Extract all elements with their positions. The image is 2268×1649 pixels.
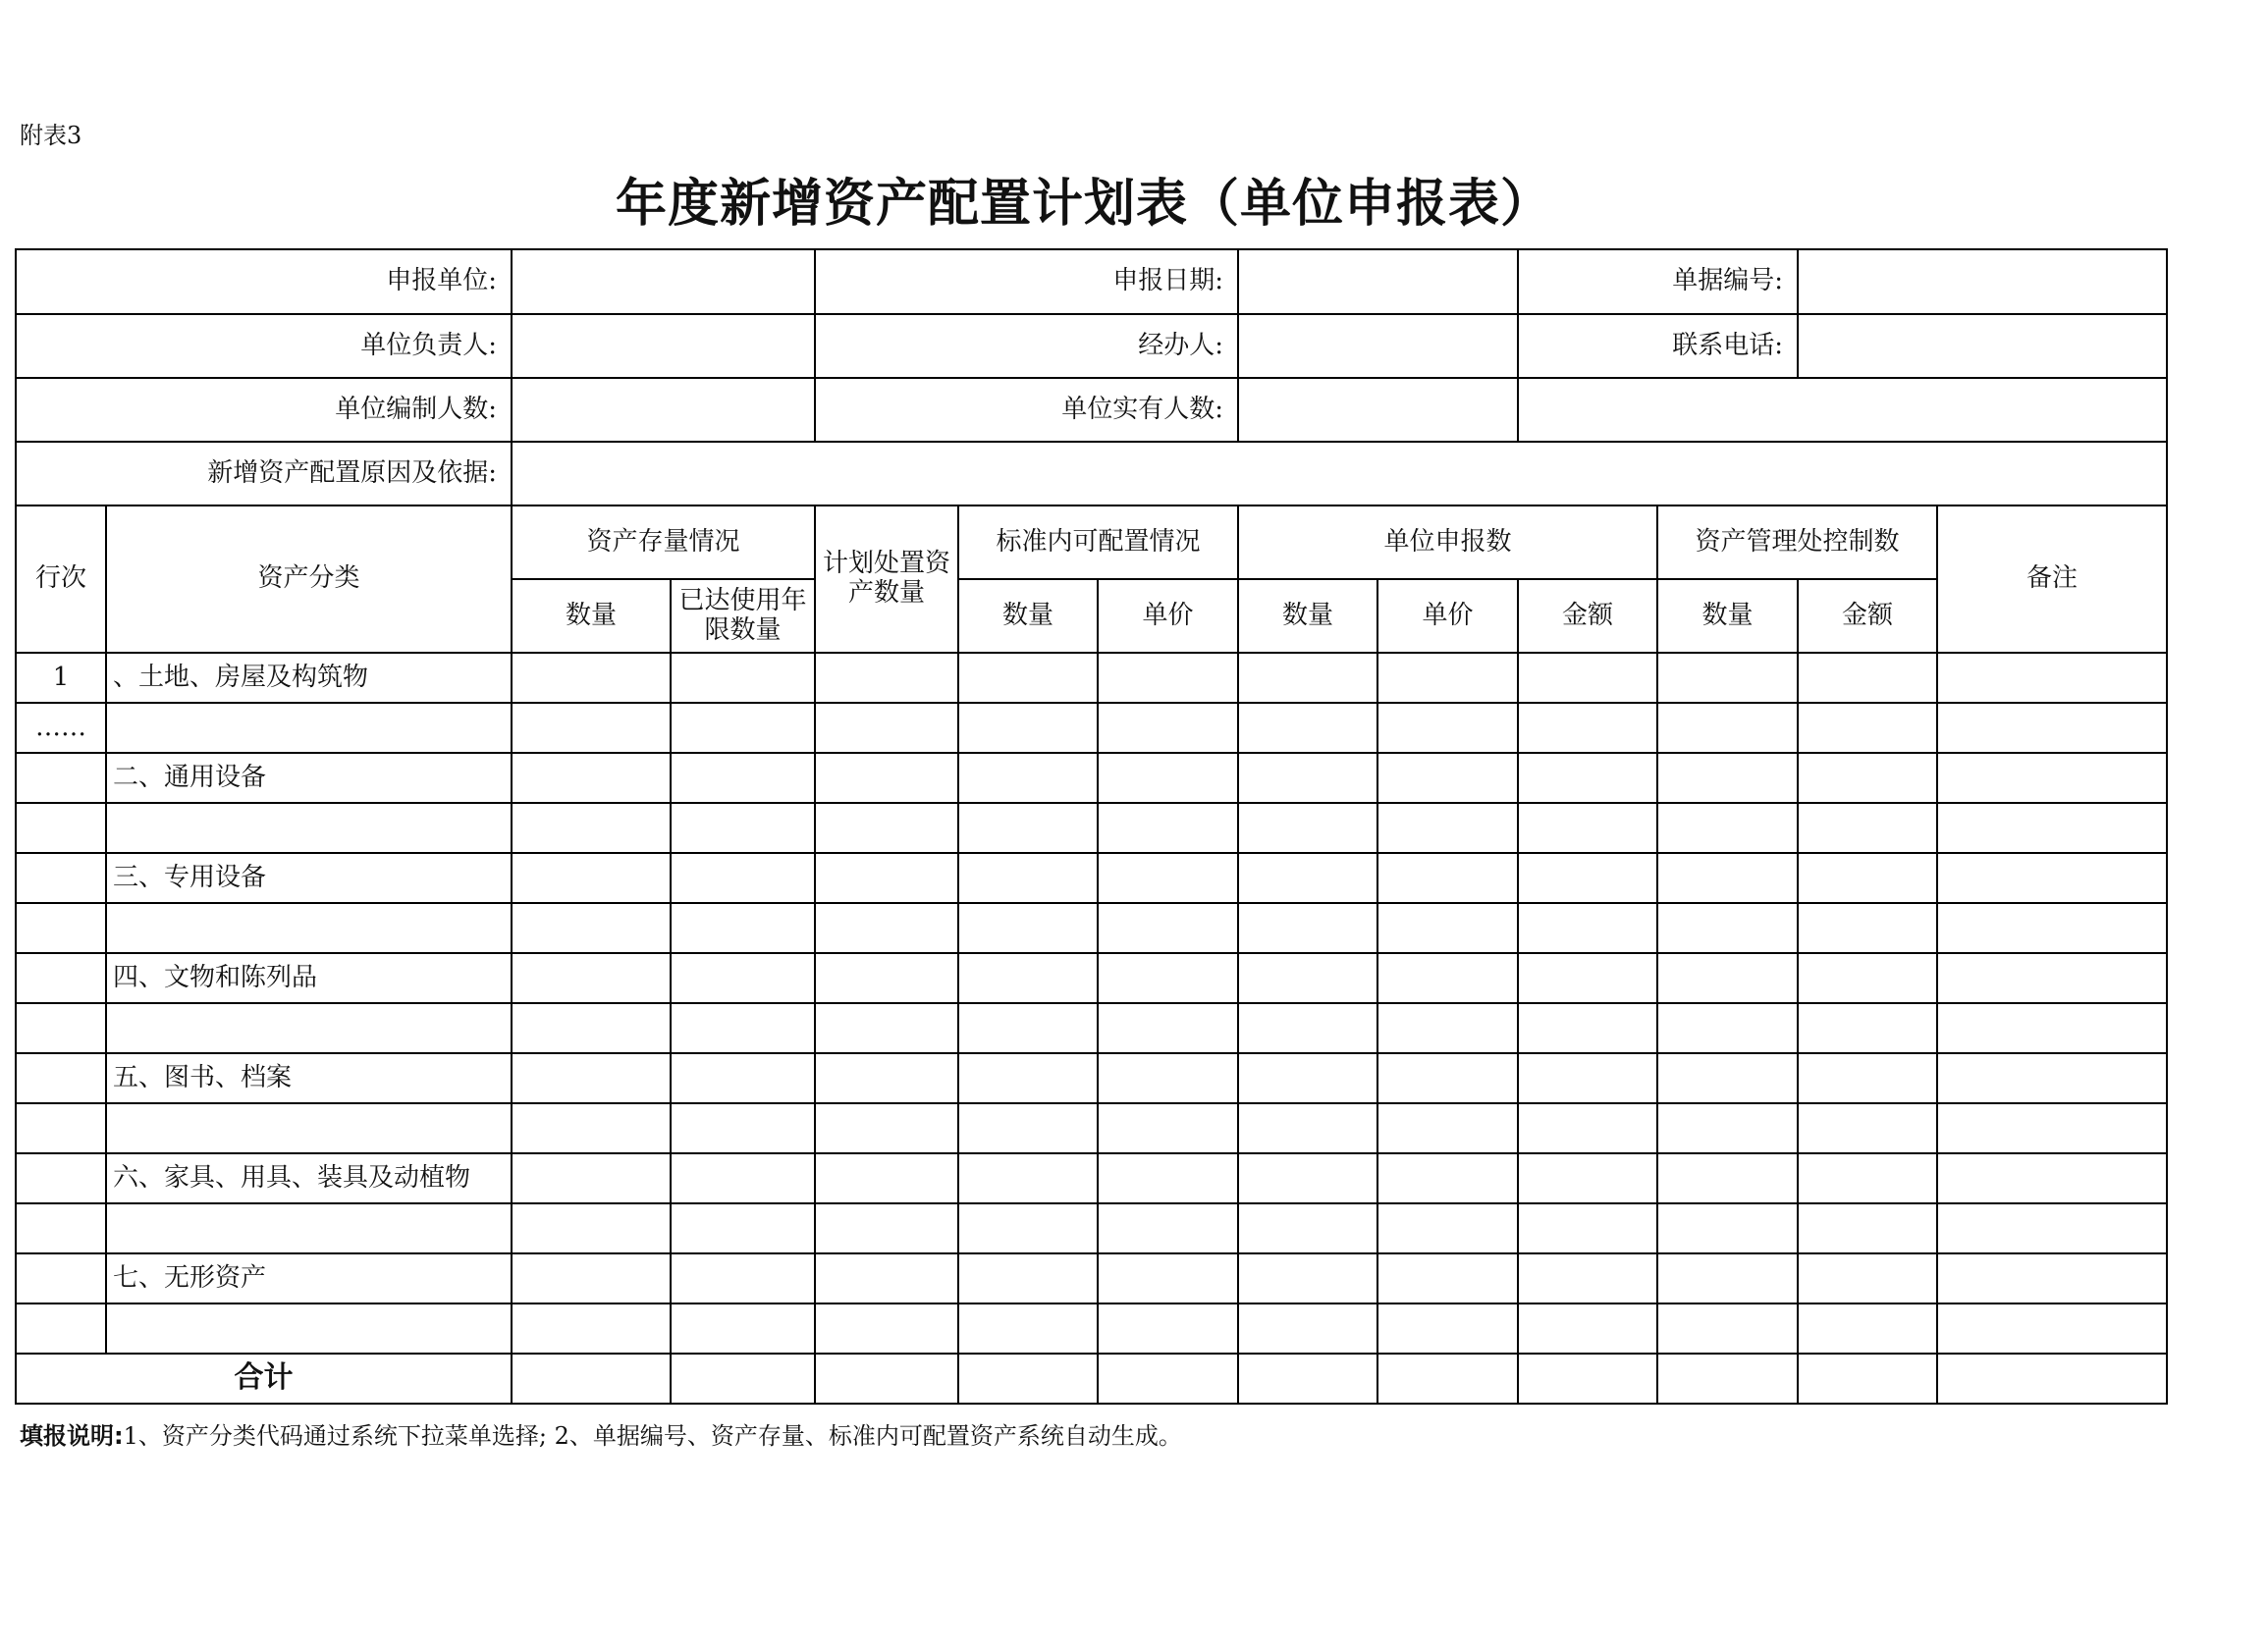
data-cell[interactable] xyxy=(1657,853,1798,903)
total-cell[interactable] xyxy=(1098,1354,1238,1404)
data-cell[interactable] xyxy=(1238,1253,1377,1303)
total-cell[interactable] xyxy=(512,1354,671,1404)
data-cell[interactable] xyxy=(512,1153,671,1203)
note-label: 填报说明: xyxy=(20,1422,124,1450)
data-cell[interactable] xyxy=(1238,853,1377,903)
total-cell[interactable] xyxy=(1798,1354,1937,1404)
unit-head-field[interactable] xyxy=(512,314,815,378)
category-cell xyxy=(106,903,512,953)
report-unit-field[interactable] xyxy=(512,249,815,314)
data-cell[interactable] xyxy=(815,1103,958,1153)
dec-qty-header: 数量 xyxy=(1238,579,1377,653)
data-cell[interactable] xyxy=(1377,1253,1518,1303)
data-cell[interactable] xyxy=(1238,1203,1377,1253)
data-cell[interactable] xyxy=(1238,1053,1377,1103)
data-cell[interactable] xyxy=(958,1253,1098,1303)
category-cell xyxy=(106,1203,512,1253)
data-cell[interactable] xyxy=(1098,1053,1238,1103)
data-cell[interactable] xyxy=(958,1053,1098,1103)
total-cell[interactable] xyxy=(815,1354,958,1404)
data-cell[interactable] xyxy=(1518,1053,1657,1103)
data-cell[interactable] xyxy=(1098,853,1238,903)
table-row xyxy=(16,1203,2167,1253)
staff-actual-label: 单位实有人数: xyxy=(815,378,1238,442)
reason-field[interactable] xyxy=(512,442,2167,505)
data-cell[interactable] xyxy=(1798,1053,1937,1103)
data-cell[interactable] xyxy=(1238,903,1377,953)
ctl-qty-header: 数量 xyxy=(1657,579,1798,653)
data-cell[interactable] xyxy=(1798,803,1937,853)
data-cell[interactable] xyxy=(815,803,958,853)
row-no-cell xyxy=(16,1203,106,1253)
data-cell[interactable] xyxy=(512,853,671,903)
doc-no-label: 单据编号: xyxy=(1518,249,1798,314)
data-cell[interactable] xyxy=(958,1303,1098,1354)
data-cell[interactable] xyxy=(1798,953,1937,1003)
data-cell[interactable] xyxy=(1098,1103,1238,1153)
row-no-cell xyxy=(16,1153,106,1203)
blank-cell xyxy=(1518,378,2167,442)
data-cell[interactable] xyxy=(671,653,815,703)
data-cell[interactable] xyxy=(1937,753,2167,803)
row-no-cell xyxy=(16,803,106,853)
data-cell[interactable] xyxy=(1657,753,1798,803)
data-cell[interactable] xyxy=(1798,1003,1937,1053)
info-row xyxy=(16,378,2167,442)
std-qty-header: 数量 xyxy=(958,579,1098,653)
row-no-cell: …… xyxy=(16,703,106,753)
data-cell[interactable] xyxy=(1518,753,1657,803)
data-cell[interactable] xyxy=(958,1153,1098,1203)
data-cell[interactable] xyxy=(1238,1003,1377,1053)
data-cell[interactable] xyxy=(1798,1153,1937,1203)
data-cell[interactable] xyxy=(1798,753,1937,803)
data-cell[interactable] xyxy=(815,653,958,703)
data-cell[interactable] xyxy=(958,953,1098,1003)
data-cell[interactable] xyxy=(1937,1203,2167,1253)
handler-label: 经办人: xyxy=(815,314,1238,378)
category-header: 资产分类 xyxy=(106,505,512,653)
data-cell[interactable] xyxy=(671,953,815,1003)
data-cell[interactable] xyxy=(1518,653,1657,703)
row-no-cell: 1 xyxy=(16,653,106,703)
ctl-amount-header: 金额 xyxy=(1798,579,1937,653)
data-cell[interactable] xyxy=(958,1203,1098,1253)
data-cell[interactable] xyxy=(512,903,671,953)
data-cell[interactable] xyxy=(512,753,671,803)
doc-no-field[interactable] xyxy=(1798,249,2167,314)
data-cell[interactable] xyxy=(815,1053,958,1103)
data-cell[interactable] xyxy=(1098,903,1238,953)
data-cell[interactable] xyxy=(1377,1203,1518,1253)
phone-field[interactable] xyxy=(1798,314,2167,378)
data-cell[interactable] xyxy=(1657,653,1798,703)
data-cell[interactable] xyxy=(671,1153,815,1203)
data-cell[interactable] xyxy=(1657,1203,1798,1253)
data-cell[interactable] xyxy=(1098,1253,1238,1303)
data-cell[interactable] xyxy=(1518,1253,1657,1303)
dec-price-header: 单价 xyxy=(1377,579,1518,653)
data-cell[interactable] xyxy=(1518,903,1657,953)
data-cell[interactable] xyxy=(1238,1153,1377,1203)
data-cell[interactable] xyxy=(512,1303,671,1354)
data-cell[interactable] xyxy=(958,1003,1098,1053)
data-cell[interactable] xyxy=(671,1303,815,1354)
data-cell[interactable] xyxy=(958,903,1098,953)
total-cell[interactable] xyxy=(1238,1354,1377,1404)
table-row xyxy=(16,1053,2167,1103)
data-cell[interactable] xyxy=(1937,803,2167,853)
row-no-header: 行次 xyxy=(16,505,106,653)
phone-label: 联系电话: xyxy=(1518,314,1798,378)
data-cell[interactable] xyxy=(1657,1303,1798,1354)
data-cell[interactable] xyxy=(1937,853,2167,903)
data-cell[interactable] xyxy=(1518,953,1657,1003)
category-cell: 五、图书、档案 xyxy=(106,1053,512,1103)
data-cell[interactable] xyxy=(1657,703,1798,753)
category-cell xyxy=(106,803,512,853)
category-cell xyxy=(106,1003,512,1053)
table-row xyxy=(16,803,2167,853)
data-cell[interactable] xyxy=(815,703,958,753)
data-cell[interactable] xyxy=(1098,703,1238,753)
category-cell: 三、专用设备 xyxy=(106,853,512,903)
data-cell[interactable] xyxy=(1377,1003,1518,1053)
data-cell[interactable] xyxy=(671,1203,815,1253)
category-cell xyxy=(106,1103,512,1153)
data-cell[interactable] xyxy=(1518,1203,1657,1253)
unit-head-label: 单位负责人: xyxy=(16,314,512,378)
data-cell[interactable] xyxy=(1377,653,1518,703)
data-cell[interactable] xyxy=(958,653,1098,703)
data-cell[interactable] xyxy=(512,703,671,753)
data-cell[interactable] xyxy=(1098,953,1238,1003)
data-cell[interactable] xyxy=(671,1103,815,1153)
stock-qty-header: 数量 xyxy=(512,579,671,653)
total-label: 合计 xyxy=(16,1354,512,1404)
data-cell[interactable] xyxy=(1377,753,1518,803)
standard-header: 标准内可配置情况 xyxy=(958,505,1238,579)
data-cell[interactable] xyxy=(1098,1003,1238,1053)
table-row xyxy=(16,903,2167,953)
data-cell[interactable] xyxy=(1238,953,1377,1003)
data-cell[interactable] xyxy=(1798,1203,1937,1253)
data-cell[interactable] xyxy=(1238,753,1377,803)
data-cell[interactable] xyxy=(1798,853,1937,903)
data-cell[interactable] xyxy=(671,753,815,803)
data-cell[interactable] xyxy=(1377,953,1518,1003)
data-cell[interactable] xyxy=(512,1103,671,1153)
staff-actual-field[interactable] xyxy=(1238,378,1518,442)
handler-field[interactable] xyxy=(1238,314,1518,378)
info-row xyxy=(16,442,2167,505)
table-row xyxy=(16,853,2167,903)
data-cell[interactable] xyxy=(1937,1103,2167,1153)
header-row xyxy=(16,505,2167,579)
data-cell[interactable] xyxy=(1238,653,1377,703)
data-cell[interactable] xyxy=(1798,653,1937,703)
row-no-cell xyxy=(16,1053,106,1103)
table-row xyxy=(16,1103,2167,1153)
data-cell[interactable] xyxy=(1238,803,1377,853)
data-cell[interactable] xyxy=(1238,703,1377,753)
asset-plan-table xyxy=(15,248,2168,1405)
data-cell[interactable] xyxy=(1798,703,1937,753)
data-cell[interactable] xyxy=(1518,1153,1657,1203)
staff-quota-label: 单位编制人数: xyxy=(16,378,512,442)
data-cell[interactable] xyxy=(1377,853,1518,903)
fill-instructions xyxy=(20,1416,1182,1451)
row-no-cell xyxy=(16,1253,106,1303)
data-cell[interactable] xyxy=(958,803,1098,853)
total-cell[interactable] xyxy=(1377,1354,1518,1404)
data-cell[interactable] xyxy=(815,903,958,953)
table-row xyxy=(16,653,2167,703)
data-cell[interactable] xyxy=(1798,1253,1937,1303)
data-cell[interactable] xyxy=(1798,1103,1937,1153)
data-cell[interactable] xyxy=(671,903,815,953)
reason-label: 新增资产配置原因及依据: xyxy=(16,442,512,505)
data-cell[interactable] xyxy=(671,703,815,753)
category-cell: 六、家具、用具、装具及动植物 xyxy=(106,1153,512,1203)
data-cell[interactable] xyxy=(1377,1303,1518,1354)
total-cell[interactable] xyxy=(1518,1354,1657,1404)
data-cell[interactable] xyxy=(1098,1153,1238,1203)
attachment-label: 附表3 xyxy=(20,122,82,149)
data-cell[interactable] xyxy=(1518,803,1657,853)
data-cell[interactable] xyxy=(1377,803,1518,853)
data-cell[interactable] xyxy=(1518,1003,1657,1053)
table-row xyxy=(16,703,2167,753)
data-cell[interactable] xyxy=(1657,1253,1798,1303)
data-cell[interactable] xyxy=(1798,1303,1937,1354)
data-cell[interactable] xyxy=(815,1303,958,1354)
data-cell[interactable] xyxy=(815,853,958,903)
data-cell[interactable] xyxy=(1657,953,1798,1003)
remark-header: 备注 xyxy=(1937,505,2167,653)
data-cell[interactable] xyxy=(958,853,1098,903)
total-row xyxy=(16,1354,2167,1404)
data-cell[interactable] xyxy=(671,1003,815,1053)
data-cell[interactable] xyxy=(1798,903,1937,953)
data-cell[interactable] xyxy=(1518,1103,1657,1153)
row-no-cell xyxy=(16,753,106,803)
table-row xyxy=(16,1253,2167,1303)
data-cell[interactable] xyxy=(512,1003,671,1053)
total-cell[interactable] xyxy=(958,1354,1098,1404)
data-cell[interactable] xyxy=(958,753,1098,803)
std-price-header: 单价 xyxy=(1098,579,1238,653)
page-title: 年度新增资产配置计划表（单位申报表） xyxy=(615,175,1552,234)
data-cell[interactable] xyxy=(512,1253,671,1303)
data-cell[interactable] xyxy=(512,953,671,1003)
data-cell[interactable] xyxy=(1657,903,1798,953)
staff-quota-field[interactable] xyxy=(512,378,815,442)
category-cell: 七、无形资产 xyxy=(106,1253,512,1303)
report-unit-label: 申报单位: xyxy=(16,249,512,314)
category-cell: 四、文物和陈列品 xyxy=(106,953,512,1003)
row-no-cell xyxy=(16,1303,106,1354)
stock-expired-header: 已达使用年限数量 xyxy=(671,579,815,653)
stock-header: 资产存量情况 xyxy=(512,505,815,579)
data-cell[interactable] xyxy=(671,1253,815,1303)
table-row xyxy=(16,1003,2167,1053)
category-cell: 、土地、房屋及构筑物 xyxy=(106,653,512,703)
data-cell[interactable] xyxy=(1937,1053,2167,1103)
data-cell[interactable] xyxy=(1657,1053,1798,1103)
total-cell[interactable] xyxy=(1937,1354,2167,1404)
data-cell[interactable] xyxy=(1937,1003,2167,1053)
data-cell[interactable] xyxy=(1657,803,1798,853)
data-cell[interactable] xyxy=(1518,853,1657,903)
row-no-cell xyxy=(16,1003,106,1053)
total-cell[interactable] xyxy=(1657,1354,1798,1404)
report-date-field[interactable] xyxy=(1238,249,1518,314)
data-cell[interactable] xyxy=(1937,953,2167,1003)
data-cell[interactable] xyxy=(815,1203,958,1253)
data-cell[interactable] xyxy=(1518,703,1657,753)
data-cell[interactable] xyxy=(1377,1053,1518,1103)
data-cell[interactable] xyxy=(1098,753,1238,803)
report-date-label: 申报日期: xyxy=(815,249,1238,314)
data-cell[interactable] xyxy=(1098,803,1238,853)
data-cell[interactable] xyxy=(1657,1003,1798,1053)
data-cell[interactable] xyxy=(815,753,958,803)
data-cell[interactable] xyxy=(1377,1153,1518,1203)
data-cell[interactable] xyxy=(1937,1253,2167,1303)
data-cell[interactable] xyxy=(815,1153,958,1203)
data-cell[interactable] xyxy=(1518,1303,1657,1354)
table-row xyxy=(16,1303,2167,1354)
data-cell[interactable] xyxy=(1377,703,1518,753)
data-cell[interactable] xyxy=(1937,1153,2167,1203)
data-cell[interactable] xyxy=(512,1203,671,1253)
data-cell[interactable] xyxy=(1657,1153,1798,1203)
row-no-cell xyxy=(16,1103,106,1153)
data-cell[interactable] xyxy=(512,803,671,853)
row-no-cell xyxy=(16,903,106,953)
data-cell[interactable] xyxy=(512,653,671,703)
table-row xyxy=(16,1153,2167,1203)
category-cell xyxy=(106,1303,512,1354)
data-cell[interactable] xyxy=(671,1053,815,1103)
data-cell[interactable] xyxy=(1937,1303,2167,1354)
declared-header: 单位申报数 xyxy=(1238,505,1657,579)
data-cell[interactable] xyxy=(1937,903,2167,953)
info-row xyxy=(16,314,2167,378)
dec-amount-header: 金额 xyxy=(1518,579,1657,653)
data-cell[interactable] xyxy=(815,1253,958,1303)
data-cell[interactable] xyxy=(1657,1103,1798,1153)
data-cell[interactable] xyxy=(958,1103,1098,1153)
table-row xyxy=(16,953,2167,1003)
data-cell[interactable] xyxy=(1377,1103,1518,1153)
data-cell[interactable] xyxy=(815,1003,958,1053)
data-cell[interactable] xyxy=(1098,1203,1238,1253)
data-cell[interactable] xyxy=(671,803,815,853)
data-cell[interactable] xyxy=(1937,653,2167,703)
data-cell[interactable] xyxy=(512,1053,671,1103)
category-cell xyxy=(106,703,512,753)
data-cell[interactable] xyxy=(671,853,815,903)
data-cell[interactable] xyxy=(1098,1303,1238,1354)
row-no-cell xyxy=(16,853,106,903)
data-cell[interactable] xyxy=(1238,1303,1377,1354)
table-row xyxy=(16,753,2167,803)
note-text: 1、资产分类代码通过系统下拉菜单选择; 2、单据编号、资产存量、标准内可配置资产系统自动生成。 xyxy=(123,1422,1182,1450)
data-cell[interactable] xyxy=(1377,903,1518,953)
data-cell[interactable] xyxy=(815,953,958,1003)
control-header: 资产管理处控制数 xyxy=(1657,505,1937,579)
data-cell[interactable] xyxy=(1937,703,2167,753)
total-cell[interactable] xyxy=(671,1354,815,1404)
category-cell: 二、通用设备 xyxy=(106,753,512,803)
data-cell[interactable] xyxy=(1238,1103,1377,1153)
info-row xyxy=(16,249,2167,314)
data-cell[interactable] xyxy=(958,703,1098,753)
row-no-cell xyxy=(16,953,106,1003)
plan-dispose-header: 计划处置资产数量 xyxy=(815,505,958,653)
data-cell[interactable] xyxy=(1098,653,1238,703)
